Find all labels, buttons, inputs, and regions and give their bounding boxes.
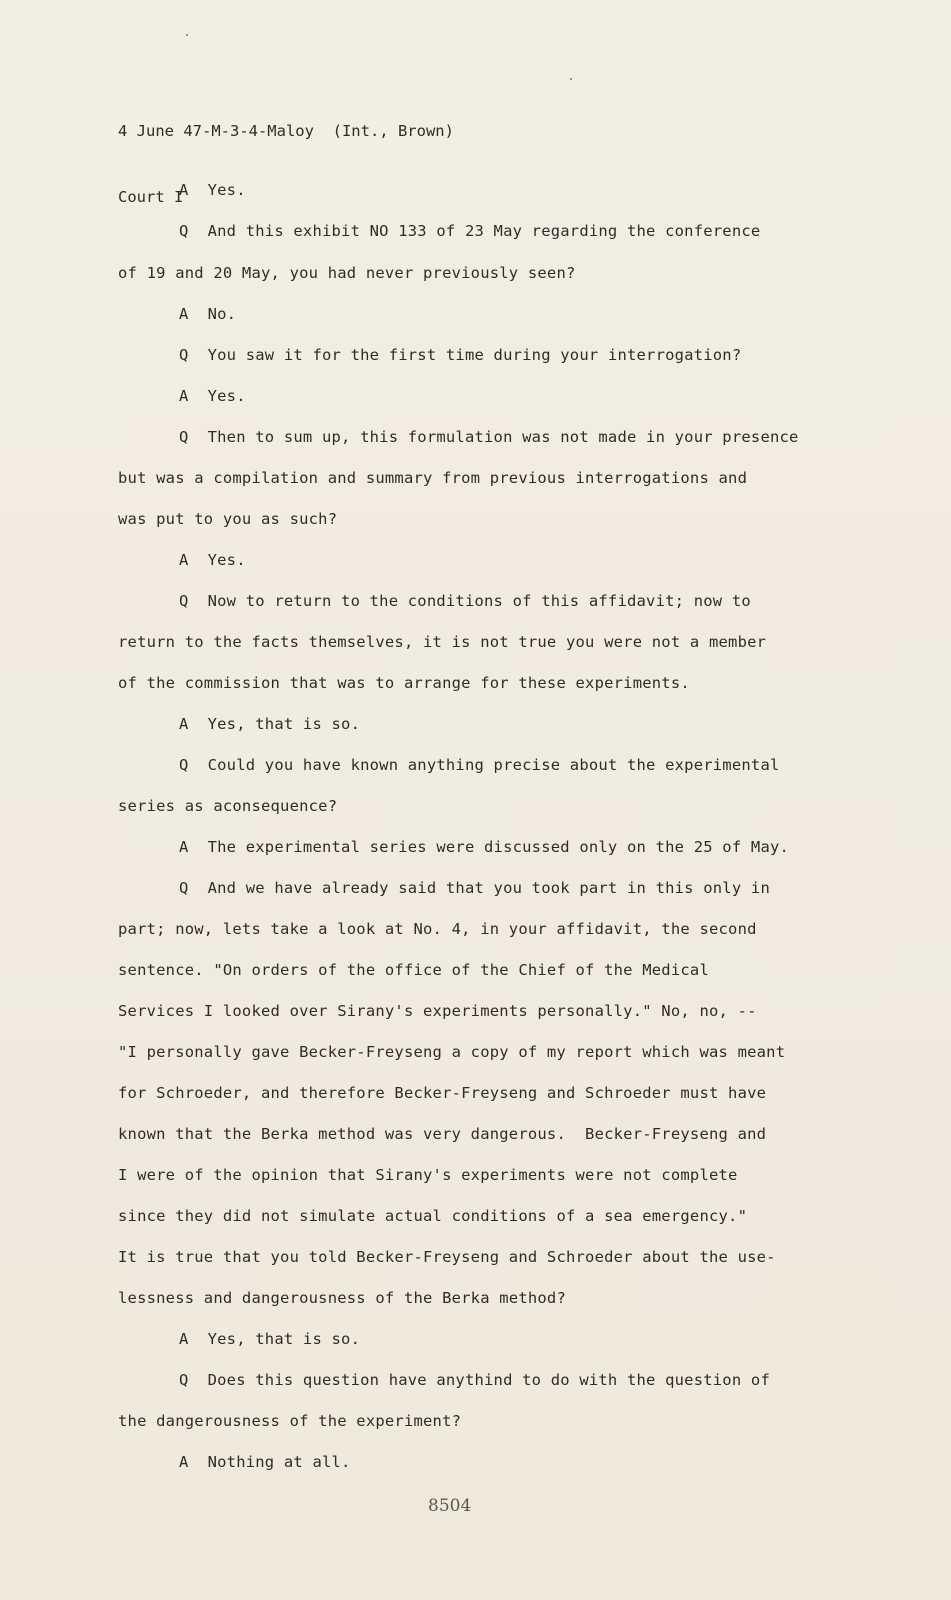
transcript-line: of the commission that was to arrange for these experiments. [118,674,690,692]
transcript-line: It is true that you told Becker-Freyseng and Schroeder about the use- [118,1248,776,1266]
header-court-line: Court I [118,188,184,206]
transcript-line: of 19 and 20 May, you had never previously seen? [118,264,576,282]
transcript-line: for Schroeder, and therefore Becker-Freyseng and Schroeder must have [118,1084,767,1102]
transcript-line: the dangerousness of the experiment? [118,1412,462,1430]
transcript-line: Q You saw it for the first time during your interrogation? [179,346,742,364]
transcript-line: Q Could you have known anything precise about the experimental [179,756,780,774]
transcript-line: since they did not simulate actual conditions of a sea emergency." [118,1207,748,1225]
transcript-line: A Yes, that is so. [179,715,361,733]
transcript-line: part; now, lets take a look at No. 4, in your affidavit, the second [118,920,757,938]
transcript-line: Q And we have already said that you took part in this only in [179,879,770,897]
transcript-line: "I personally gave Becker-Freyseng a copy of my report which was meant [118,1043,786,1061]
transcript-line: A Yes. [179,551,246,569]
ink-speck [570,78,572,80]
transcript-line: return to the facts themselves, it is not true you were not a member [118,633,767,651]
transcript-line: A Yes, that is so. [179,1330,361,1348]
transcript-line: I were of the opinion that Sirany's experiments were not complete [118,1166,738,1184]
transcript-line: A Nothing at all. [179,1453,351,1471]
ink-speck [186,34,188,36]
transcript-line: Q Does this question have anythind to do with the question of [179,1371,770,1389]
transcript-line: but was a compilation and summary from previous interrogations and [118,469,748,487]
transcript-line: Services I looked over Sirany's experiments personally." No, no, -- [118,1002,757,1020]
transcript-line: Q And this exhibit NO 133 of 23 May regarding the conference [179,222,761,240]
transcript-line: A The experimental series were discussed only on the 25 of May. [179,838,790,856]
page-number: 8504 [428,1496,472,1516]
transcript-line: series as aconsequence? [118,797,338,815]
transcript-line: A Yes. [179,387,246,405]
transcript-line: sentence. "On orders of the office of the Chief of the Medical [118,961,709,979]
transcript-line: A Yes. [179,181,246,199]
header-reference-line: 4 June 47-M-3-4-Maloy (Int., Brown) [118,122,454,140]
transcript-line: known that the Berka method was very dangerous. Becker-Freyseng and [118,1125,767,1143]
transcript-line: Q Then to sum up, this formulation was not made in your presence [179,428,799,446]
transcript-line: A No. [179,305,237,323]
transcript-line: was put to you as such? [118,510,338,528]
transcript-line: lessness and dangerousness of the Berka method? [118,1289,566,1307]
transcript-line: Q Now to return to the conditions of this affidavit; now to [179,592,751,610]
